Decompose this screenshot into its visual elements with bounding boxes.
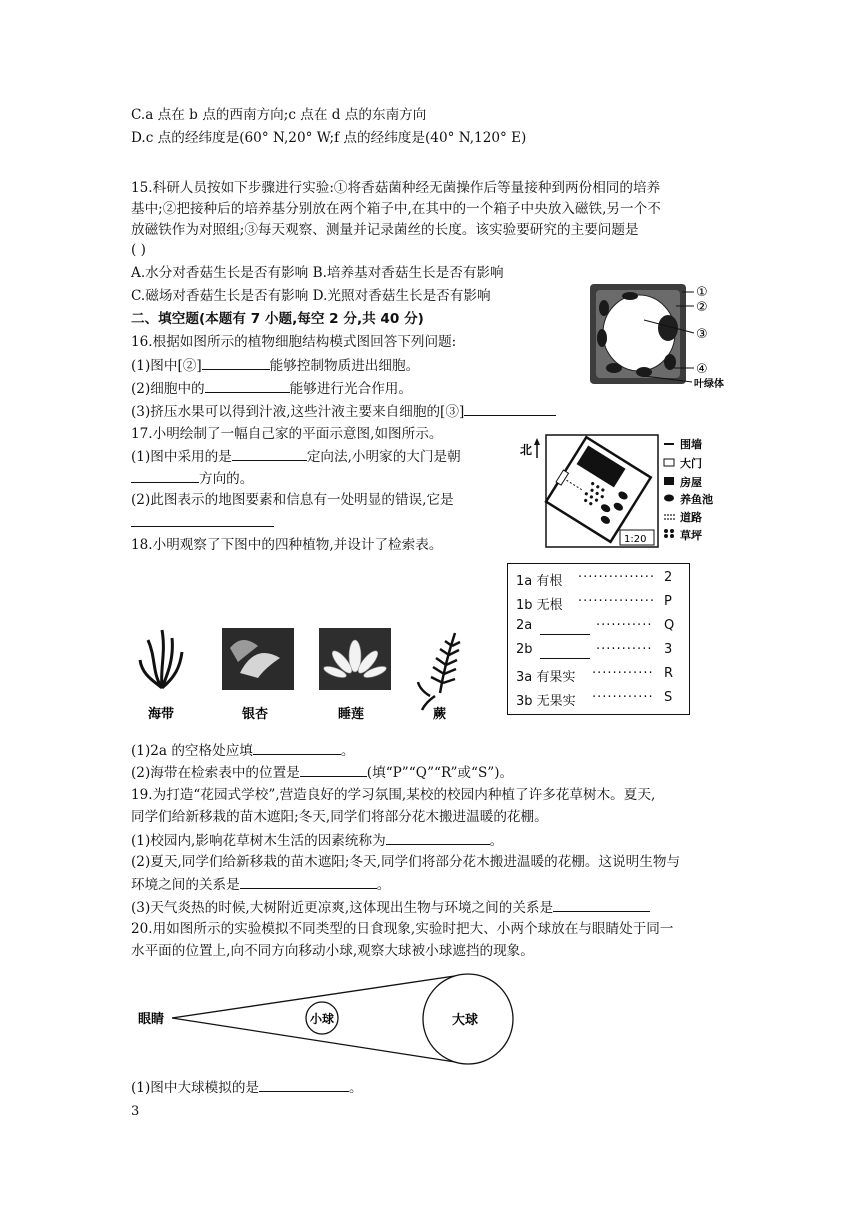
plants-figure <box>130 618 475 726</box>
q15-line2: 基中;②把接种后的培养基分别放在两个箱子中,在其中的一个箱子中央放入磁铁,另一个不 <box>131 201 661 217</box>
cell-label-2: ② <box>696 300 708 315</box>
key-row-2a: 2a ··········· Q <box>516 618 675 633</box>
north-arrowhead-icon <box>534 438 540 445</box>
q15-options-cd: C.磁场对香菇生长是否有影响 D.光照对香菇生长是否有影响 <box>131 288 491 304</box>
key-2b-text: 2b <box>516 642 533 657</box>
q15-answer-paren: ( ) <box>131 242 146 258</box>
page-number: 3 <box>131 1104 140 1119</box>
q20-stem-line2: 水平面的位置上,向不同方向移动小球,观察大球被小球遮挡的现象。 <box>131 943 534 959</box>
legend-gate-icon <box>664 459 674 466</box>
q20-stem-line1: 20.用如图所示的实验模拟不同类型的日食现象,实验时把大、小两个球放在与眼睛处于同一 <box>131 921 674 937</box>
q19-blank3[interactable] <box>553 897 650 912</box>
legend-house-icon <box>664 477 674 485</box>
q16-part1-suffix: 能够控制物质进出细胞。 <box>269 358 420 374</box>
q20-part1-prefix: (1)图中大球模拟的是 <box>131 1080 260 1096</box>
q19-stem-line2: 同学们给新移栽的苗木遮阳;冬天,同学们将部分花木搬进温暖的花棚。 <box>131 809 548 825</box>
q18-part2-suffix: (填“P”“Q”“R”或“S”)。 <box>366 765 514 781</box>
q17-part1 <box>131 446 461 467</box>
q17-part2-answer <box>131 512 274 533</box>
q19-part1 <box>131 830 503 851</box>
q18-part1 <box>131 740 355 761</box>
legend-lawn: 草坪 <box>680 529 702 542</box>
eye-label: 眼睛 <box>138 1012 165 1027</box>
legend-pond-icon <box>664 495 674 502</box>
plant-label-ginkgo: 银杏 <box>242 707 269 722</box>
key-row-1a: 1a 有根 ··············· 2 <box>516 570 673 589</box>
q16-blank3[interactable] <box>464 401 556 416</box>
q19-part2-prefix: 环境之间的关系是 <box>131 877 240 893</box>
q19-blank2[interactable] <box>240 874 377 889</box>
north-label: 北 <box>520 443 533 457</box>
legend-road: 道路 <box>680 511 702 524</box>
q16-part2 <box>131 378 412 399</box>
key-row-3b: 3b 无果实 ············ S <box>516 690 673 709</box>
home-plan-map <box>512 432 728 552</box>
map-scale: 1:20 <box>624 534 647 545</box>
small-ball-label: 小球 <box>310 1012 335 1026</box>
q17-stem: 17.小明绘制了一幅自己家的平面示意图,如图所示。 <box>131 426 443 442</box>
q15-options-ab: A.水分对香菇生长是否有影响 B.培养基对香菇生长是否有影响 <box>131 265 504 281</box>
kelp-image <box>140 630 182 688</box>
big-ball-label: 大球 <box>452 1013 479 1028</box>
q20-blank1[interactable] <box>259 1077 349 1092</box>
option-c-q14: C.a 点在 b 点的西南方向;c 点在 d 点的东南方向 <box>131 107 427 123</box>
plant-label-water-lily: 睡莲 <box>338 707 365 722</box>
key-1b-target: P <box>664 594 672 609</box>
chloroplast-label: 叶绿体 <box>694 379 724 390</box>
key-3b-target: S <box>664 690 673 705</box>
key-2b-blank[interactable] <box>540 644 590 659</box>
key-2a-text: 2a <box>516 618 533 633</box>
q17-part1-cont <box>131 468 253 489</box>
q15-line1: 15.科研人员按如下步骤进行实验:①将香菇菌种经无菌操作后等量接种到两份相同的培养 <box>131 180 661 196</box>
q17-part1-cont-text: 方向的。 <box>199 471 254 487</box>
key-row-1b: 1b 无根 ··············· P <box>516 594 672 613</box>
q16-stem: 16.根据如图所示的植物细胞结构模式图回答下列问题: <box>131 334 457 350</box>
q17-blank2[interactable] <box>131 468 199 483</box>
q18-part2 <box>131 762 513 783</box>
legend-lawn-icon <box>664 529 674 538</box>
q17-part2: (2)此图表示的地图要素和信息有一处明显的错误,它是 <box>131 492 454 508</box>
key-2a-blank[interactable] <box>540 620 590 635</box>
plant-label-fern: 蕨 <box>433 707 447 722</box>
legend-pond: 养鱼池 <box>680 493 713 506</box>
key-3b-text: 3b 无果实 <box>516 694 576 709</box>
key-3a-text: 3a 有果实 <box>516 670 576 685</box>
option-d-q14: D.c 点的经纬度是(60° N,20° W;f 点的经纬度是(40° N,120° E) <box>131 130 527 146</box>
chloroplast-shape <box>597 329 607 347</box>
fern-image <box>418 633 460 710</box>
cell-label-1: ① <box>696 285 708 300</box>
q16-part2-suffix: 能够进行光合作用。 <box>289 381 412 397</box>
q17-blank1[interactable] <box>232 446 307 461</box>
q19-stem-line1: 19.为打造“花园式学校”,营造良好的学习氛围,某校的校园内种植了许多花草树木。夏天, <box>131 787 656 803</box>
key-row-2b: 2b ··········· 3 <box>516 642 673 657</box>
legend-road-icon <box>664 514 675 520</box>
chloroplast-shape <box>606 363 622 373</box>
q19-part2: (2)夏天,同学们给新移栽的苗木遮阳;冬天,同学们将部分花木搬进温暖的花棚。这说明生物与 <box>131 854 681 870</box>
q19-part2-suffix: 。 <box>376 877 391 893</box>
legend-house: 房屋 <box>680 476 702 489</box>
key-3a-target: R <box>664 666 674 681</box>
key-1b-text: 1b 无根 <box>516 598 563 613</box>
legend-wall: 围墙 <box>680 438 702 451</box>
q17-part1-prefix: (1)图中采用的是 <box>131 449 232 465</box>
q16-part3-text: (3)挤压水果可以得到汁液,这些汁液主要来自细胞的[③] <box>131 404 465 420</box>
key-1a-text: 1a 有根 <box>516 574 563 589</box>
eclipse-simulation-figure <box>134 970 514 1070</box>
key-row-3a: 3a 有果实 ············ R <box>516 666 674 685</box>
dichotomous-key <box>507 563 690 715</box>
legend-gate: 大门 <box>680 457 702 470</box>
q16-blank1[interactable] <box>202 355 270 370</box>
key-2a-target: Q <box>664 618 675 633</box>
q16-part1 <box>131 355 419 376</box>
key-2b-target: 3 <box>664 642 673 657</box>
plant-cell-figure <box>584 278 732 390</box>
q20-part1-suffix: 。 <box>349 1080 363 1096</box>
chloroplast-shape <box>636 367 652 377</box>
q19-part3 <box>131 897 650 918</box>
q16-part1-prefix: (1)图中[②] <box>131 358 202 374</box>
q17-part1-suffix: 定向法,小明家的大门是朝 <box>306 449 461 465</box>
chloroplast-shape <box>599 300 609 316</box>
cell-label-4: ④ <box>696 362 708 377</box>
q17-blank3[interactable] <box>131 512 274 527</box>
q18-part1-suffix: 。 <box>340 743 355 759</box>
q18-stem: 18.小明观察了下图中的四种植物,并设计了检索表。 <box>131 537 443 553</box>
q19-part1-prefix: (1)校园内,影响花草树木生活的因素统称为 <box>131 833 386 849</box>
q20-part1 <box>131 1077 363 1098</box>
q16-part2-prefix: (2)细胞中的 <box>131 381 205 397</box>
q19-part2-cont <box>131 874 390 895</box>
plant-label-kelp: 海带 <box>148 707 175 722</box>
chloroplast-shape <box>622 292 638 300</box>
q15-line3: 放磁铁作为对照组;③每天观察、测量并记录菌丝的长度。该实验要研究的主要问题是 <box>131 222 639 238</box>
q19-part3-text: (3)天气炎热的时候,大树附近更凉爽,这体现出生物与环境之间的关系是 <box>131 900 554 916</box>
q18-blank2[interactable] <box>300 762 367 777</box>
section-heading: 二、填空题(本题有 7 小题,每空 2 分,共 40 分) <box>131 311 424 327</box>
q18-blank1[interactable] <box>253 740 341 755</box>
q19-blank1[interactable] <box>386 830 490 845</box>
cell-label-3: ③ <box>696 327 708 342</box>
q19-part1-suffix: 。 <box>489 833 504 849</box>
key-1a-target: 2 <box>664 570 673 585</box>
q18-part1-prefix: (1)2a 的空格处应填 <box>131 743 253 759</box>
q16-blank2[interactable] <box>205 378 290 393</box>
q16-part3 <box>131 401 556 422</box>
q18-part2-prefix: (2)海带在检索表中的位置是 <box>131 765 300 781</box>
